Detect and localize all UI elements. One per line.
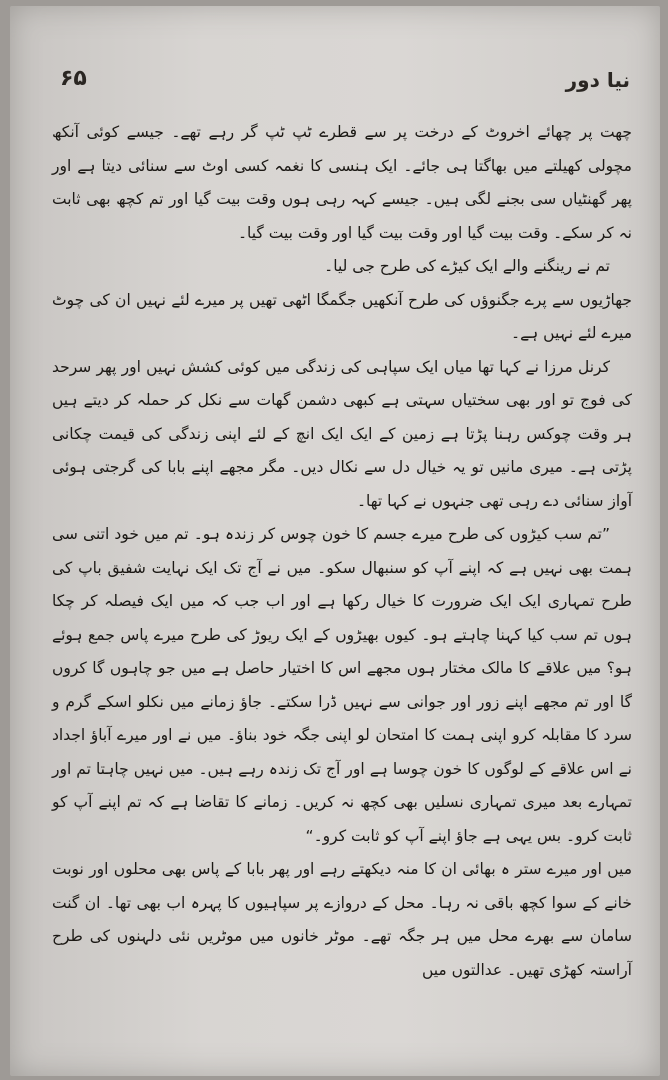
paragraph: میں اور میرے ستر ہ بھائی ان کا منہ دیکھتے رہے اور پھر بابا کے پاس بھی محلوں اور نوبت خانے کے سوا کچھ باقی نہ رہا۔ محل کے دروازے پر سپاہیوں کا پہرہ اب بھی تھا۔ ان گنت سامان سے بھرے محل میں ہر جگہ تھے۔ موٹر خانوں میں موٹریں نئی دلہنوں کی طرح آراستہ کھڑی تھیں۔ عدالتوں میں — [52, 860, 632, 979]
paragraph: جھاڑیوں سے پرے جگنوؤں کی طرح آنکھیں جگمگا اٹھی تھیں پر میرے لئے نہیں ان کی چوٹ میرے لئے نہیں ہے۔ — [52, 290, 632, 342]
paragraph: تم نے رینگنے والے ایک کیڑے کی طرح جی لیا۔ — [324, 257, 610, 275]
page-number: ۶۵ — [60, 66, 87, 91]
book-page — [10, 6, 660, 1076]
paragraph: کرنل مرزا نے کہا تھا میاں ایک سپاہی کی زندگی میں کوئی کشش نہیں اور پھر سرحد کی فوج تو اور بھی سختیاں سہتی ہے کبھی دشمن گھات سے نکل کر حملہ کر دیتے ہیں ہر وقت چوکس رہنا پڑتا ہے زمین کے ایک ایک انچ کے لئے اپنی زندگی کی قیمت چکانی پڑتی ہے۔ میری مانیں تو یہ خیال دل سے نکال دیں۔ مگر مجھے اپنے بابا کی گرجتی ہوئی آواز سنائی دے رہی تھی جنہوں نے کہا تھا۔ — [52, 357, 632, 510]
running-head: نیا دور — [565, 68, 630, 92]
paragraph: ”تم سب کیڑوں کی طرح میرے جسم کا خون چوس کر زندہ ہو۔ تم میں خود اتنی سی ہمت بھی نہیں ہے کہ اپنے آپ کو سنبھال سکو۔ میں نے آج تک ایک نہایت شفیق باپ کی طرح تمہاری ایک ایک ضرورت کا خیال رکھا ہے اور اب جب کہ میں ایک فیصلہ کر چکا ہوں تم سب کیا کہنا چاہتے ہو۔ کیوں بھیڑوں کے ایک ریوڑ کی طرح میرے پاس جمع ہوئے ہو؟ میں علاقے کا مالک مختار ہوں مجھے اس کا اختیار حاصل ہے میں جو چاہوں گا کروں گا اور تم مجھے اپنے زور اور جوانی سے نہیں ڈرا سکتے۔ جاؤ زمانے میں نکلو اسکے گرم و سرد کا مقابلہ کرو اپنی ہمت کا امتحان لو اپنی جگہ خود بناؤ۔ میں نے اور میرے آباؤ اجداد نے اس علاقے کے لوگوں کا خون چوسا ہے اور آج تک زندہ رہے ہیں۔ میں نہیں چاہتا تم اور تمہارے بعد میری تمہاری نسلیں بھی کچھ نہ کریں۔ زمانے کا تقاضا ہے کہ تم اپنے آپ کو ثابت کرو۔ بس یہی ہے جاؤ اپنے آپ کو ثابت کرو۔“ — [52, 525, 632, 845]
paragraph: چھت پر چھائے اخروٹ کے درخت پر سے قطرے ٹپ ٹپ گر رہے تھے۔ جیسے کوئی آنکھ مچولی کھیلتے میں بھاگتا ہی جائے۔ ایک ہنسی کا نغمہ کسی اوٹ سے سنائی دیتا ہے اور پھر گھنٹیاں سی بجنے لگی ہیں۔ جیسے کہہ رہی ہوں وقت بیت گیا اور تم کچھ بھی ثابت نہ کر سکے۔ وقت بیت گیا اور وقت بیت گیا اور وقت بیت گیا۔ — [52, 123, 632, 242]
page-body — [52, 116, 632, 987]
